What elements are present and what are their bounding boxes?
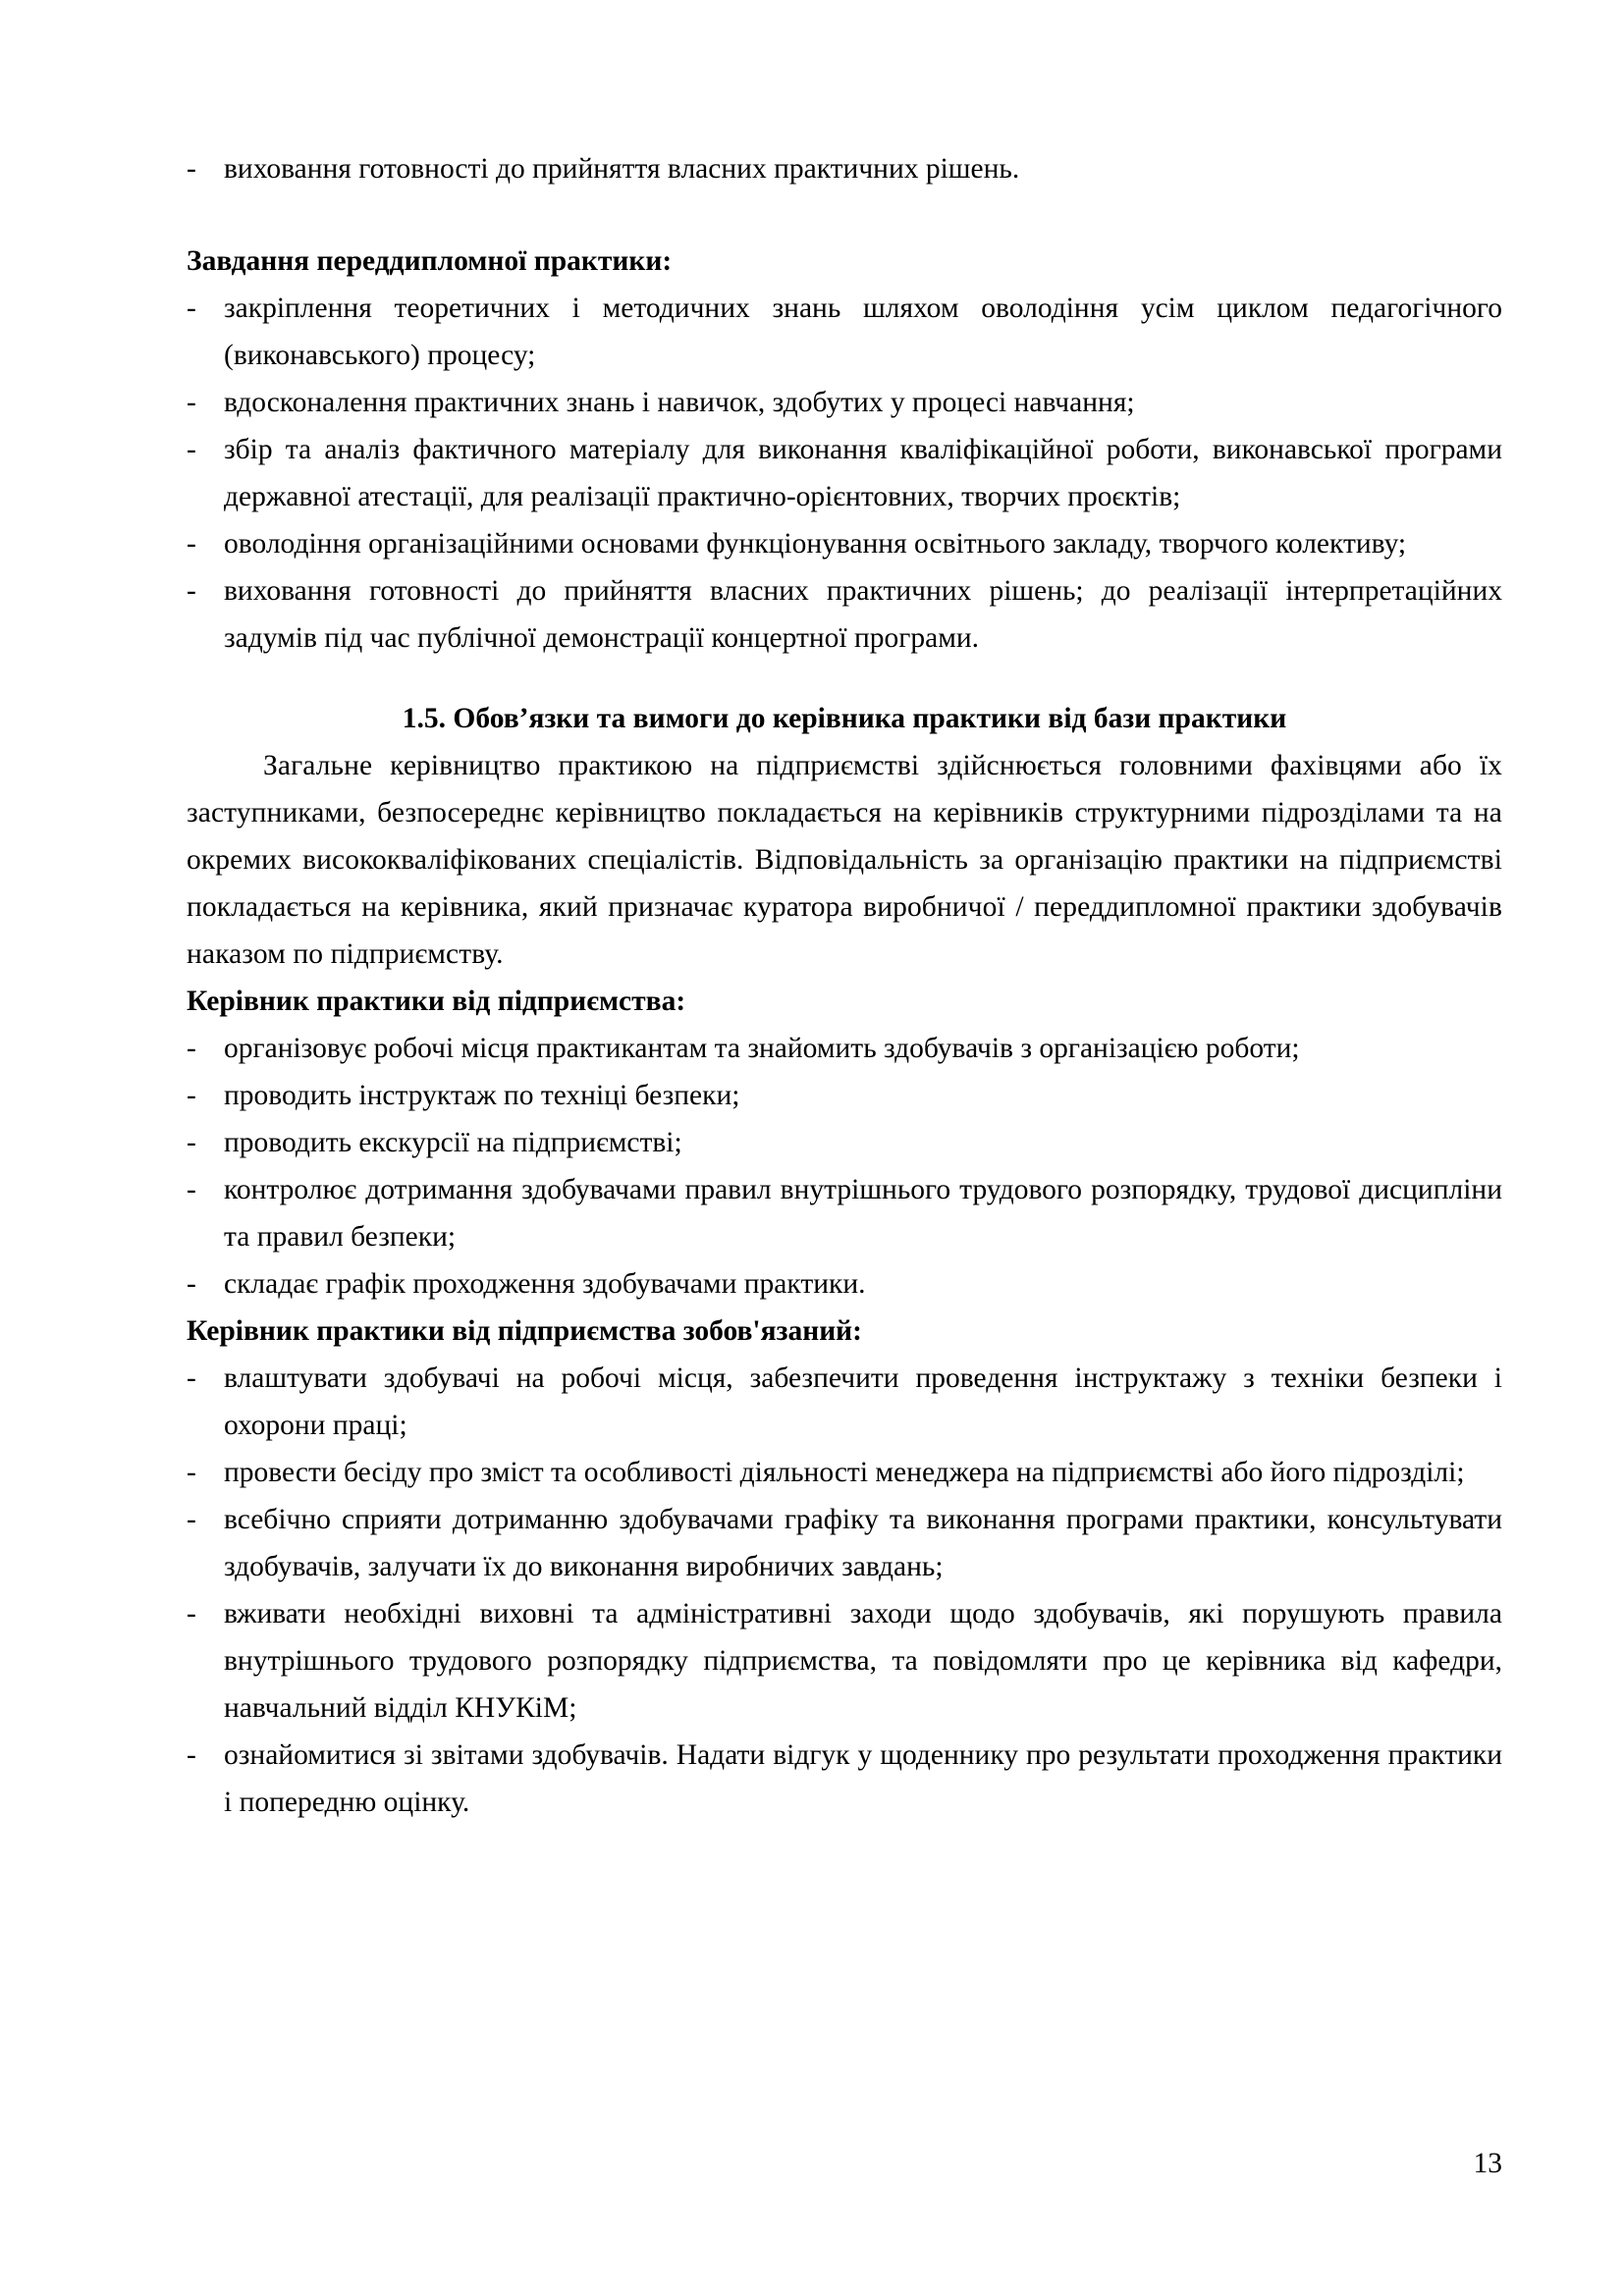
list-item bbox=[187, 1496, 1502, 1590]
list-item bbox=[187, 520, 1502, 567]
list-item bbox=[187, 145, 1502, 192]
dash-bullet-marker: - bbox=[187, 1739, 196, 1771]
dash-bullet-marker: - bbox=[187, 153, 196, 185]
list-item bbox=[187, 567, 1502, 662]
dash-bullet-marker: - bbox=[187, 1598, 196, 1629]
dash-bullet-marker: - bbox=[187, 1362, 196, 1394]
dash-bullet-marker: - bbox=[187, 1174, 196, 1205]
list-item bbox=[187, 1355, 1502, 1449]
dash-bullet-marker: - bbox=[187, 1504, 196, 1535]
dash-bullet-marker: - bbox=[187, 1268, 196, 1300]
list-item bbox=[187, 1025, 1502, 1072]
page-content bbox=[187, 145, 1502, 1826]
list-item bbox=[187, 1072, 1502, 1119]
list-item bbox=[187, 1260, 1502, 1308]
list-item bbox=[187, 1449, 1502, 1496]
list-item-text: проводить екскурсії на підприємстві; bbox=[224, 1127, 682, 1158]
list-item-text: складає графік проходження здобувачами практики. bbox=[224, 1268, 866, 1300]
list-item-text: влаштувати здобувачі на робочі місця, забезпечити проведення інструктажу з техніки безпеки і охорони праці; bbox=[224, 1362, 1502, 1441]
dash-bullet-marker: - bbox=[187, 434, 196, 465]
dash-bullet-marker: - bbox=[187, 575, 196, 607]
list-item bbox=[187, 1732, 1502, 1826]
list-item-text: провести бесіду про зміст та особливості діяльності менеджера на підприємстві або його підрозділі; bbox=[224, 1457, 1465, 1488]
heading-supervisor-duties: Керівник практики від підприємства зобов'язаний: bbox=[187, 1315, 863, 1347]
list-item bbox=[187, 1590, 1502, 1732]
list-item-text: збір та аналіз фактичного матеріалу для виконання кваліфікаційної роботи, виконавської програми державної атестації, для реалізації практично-орієнтовних, творчих проєктів; bbox=[224, 434, 1502, 512]
dash-bullet-marker: - bbox=[187, 1080, 196, 1111]
section-paragraph: Загальне керівництво практикою на підприємстві здійснюється головними фахівцями або їх заступниками, безпосереднє керівництво покладається на керівників структурними підрозділами та на окремих висококваліфікованих спеціалістів. Відповідальність за організацію практики на підприємстві покладається на керівника, який призначає куратора виробничої / переддипломної практики здобувачів наказом по підприємству. bbox=[187, 750, 1502, 970]
list-item bbox=[187, 379, 1502, 426]
section-heading-1-5: 1.5. Обов’язки та вимоги до керівника практики від бази практики bbox=[402, 703, 1287, 734]
list-item-text: вживати необхідні виховні та адміністративні заходи щодо здобувачів, які порушують правила внутрішнього трудового розпорядку підприємства, та повідомляти про це керівника від кафедри, навчальний відділ КНУКіМ; bbox=[224, 1598, 1502, 1724]
spacer bbox=[187, 662, 1502, 695]
list-item-text: виховання готовності до прийняття власних практичних рішень; до реалізації інтерпретаційних задумів під час публічної демонстрації концертної програми. bbox=[224, 575, 1502, 654]
page-number: 13 bbox=[1473, 2148, 1502, 2179]
dash-bullet-marker: - bbox=[187, 387, 196, 418]
heading-supervisor: Керівник практики від підприємства: bbox=[187, 986, 686, 1017]
list-item-text: організовує робочі місця практикантам та знайомить здобувачів з організацією роботи; bbox=[224, 1033, 1300, 1064]
dash-bullet-marker: - bbox=[187, 528, 196, 560]
list-item bbox=[187, 426, 1502, 520]
list-item bbox=[187, 1166, 1502, 1260]
heading-tasks: Завдання переддипломної практики: bbox=[187, 245, 673, 277]
intro-bullet-list bbox=[187, 145, 1502, 192]
list-item-text: закріплення теоретичних і методичних знань шляхом оволодіння усім циклом педагогічного (виконавського) процесу; bbox=[224, 293, 1502, 371]
list-item-text: виховання готовності до прийняття власних практичних рішень. bbox=[224, 153, 1020, 185]
list-item-text: контролює дотримання здобувачами правил внутрішнього трудового розпорядку, трудової дисципліни та правил безпеки; bbox=[224, 1174, 1502, 1253]
list-item-text: всебічно сприяти дотриманню здобувачами графіку та виконання програми практики, консультувати здобувачів, залучати їх до виконання виробничих завдань; bbox=[224, 1504, 1502, 1582]
list-item-text: вдосконалення практичних знань і навичок, здобутих у процесі навчання; bbox=[224, 387, 1135, 418]
dash-bullet-marker: - bbox=[187, 1127, 196, 1158]
list-item bbox=[187, 285, 1502, 379]
list-item-text: оволодіння організаційними основами функціонування освітнього закладу, творчого колективу; bbox=[224, 528, 1407, 560]
list-item bbox=[187, 1119, 1502, 1166]
spacer bbox=[187, 192, 1502, 238]
tasks-list bbox=[187, 285, 1502, 662]
supervisor-list bbox=[187, 1025, 1502, 1308]
dash-bullet-marker: - bbox=[187, 1457, 196, 1488]
list-item-text: ознайомитися зі звітами здобувачів. Надати відгук у щоденнику про результати проходження практики і попередню оцінку. bbox=[224, 1739, 1502, 1818]
dash-bullet-marker: - bbox=[187, 293, 196, 324]
list-item-text: проводить інструктаж по техніці безпеки; bbox=[224, 1080, 740, 1111]
supervisor-duties-list bbox=[187, 1355, 1502, 1826]
dash-bullet-marker: - bbox=[187, 1033, 196, 1064]
